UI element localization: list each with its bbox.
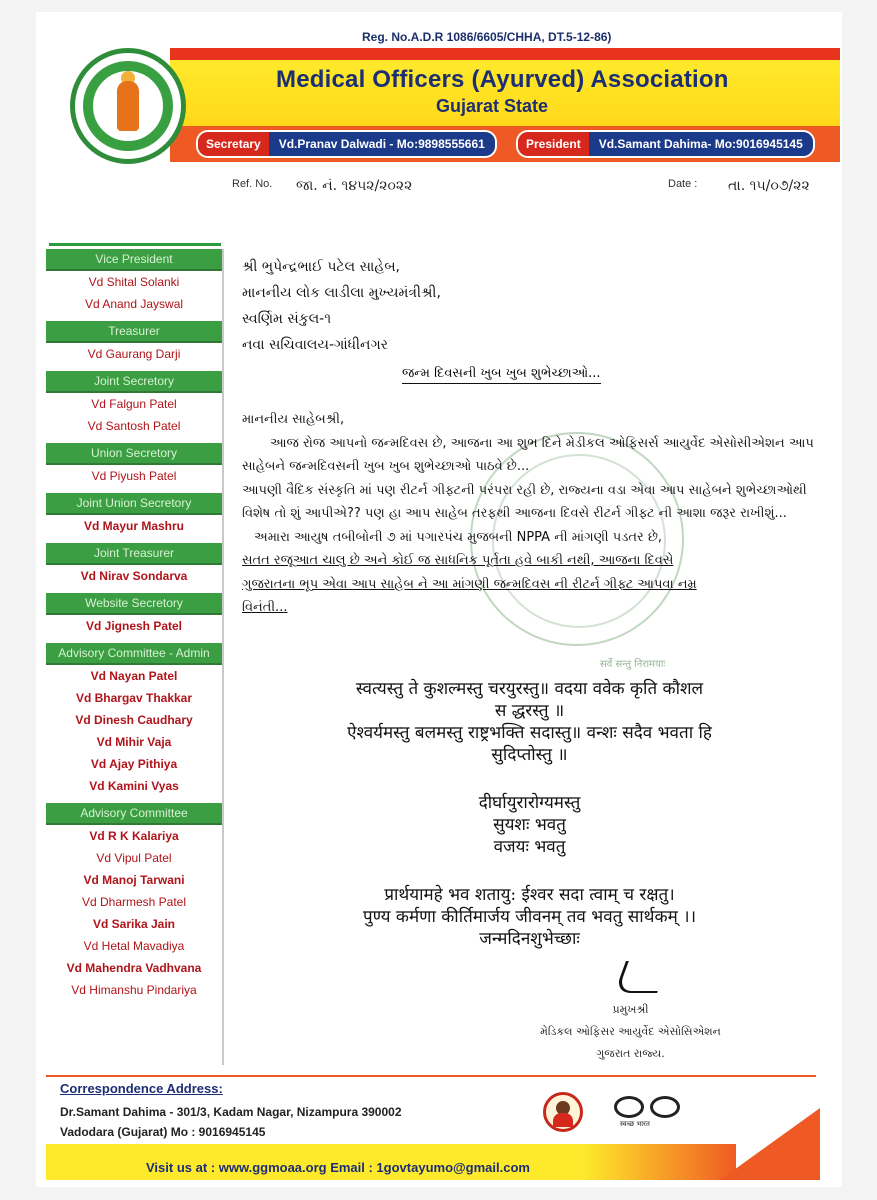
sidebar-member-name: Vd Dinesh Caudhary [75,713,193,727]
sidebar-member-name: Vd Hetal Mavadiya [83,939,185,953]
glasses-left-lens [614,1096,644,1118]
sidebar-member-name: Vd Kamini Vyas [89,779,179,793]
signature-text [528,999,733,1065]
watermark-text: सर्वे सन्तु निरामयाः [600,659,666,670]
correspondence-label: Correspondence Address: [60,1081,223,1096]
swachh-bharat-glasses-icon [614,1096,684,1130]
sidebar-member-name: Vd Sarika Jain [92,917,176,931]
correspondence-address [60,1102,402,1142]
sidebar-member-name: Vd Himanshu Pindariya [71,983,197,997]
address-line-2: Vadodara (Gujarat) Mo : 9016945145 [60,1125,266,1139]
paragraph-2: આપણી વૈદિક સંસ્કૃતિ માં પણ રીટર્ન ગીફ્ટની પરંપરા રહી છે, રાજ્યના વડા એવા આપ સાહેબને શુભેચ્છાઓથી વિશેષ તો શું આપીએ?? પણ હા આપ સાહેબ તરફથી આજના દિવસે રીટર્ન ગીફ્ટ ની આશા જરૂર રાખીશું... [242,482,807,521]
signature-block [528,955,733,1067]
signature-line: મેડિકલ ઓફિસર આયુર્વેદ એસોસિએશન [540,1025,721,1038]
verse-line: वजयः भवतु [493,837,566,857]
address-line: નવા સચિવાલય-ગાંધીનગર [242,337,388,353]
association-logo [70,48,186,164]
website-email: Visit us at : www.ggmoaa.org Email : 1govtayumo@gmail.com [146,1160,530,1175]
verse-gap [242,858,817,884]
paragraph-3c: ગુજરાતના ભૂપ એવા આપ સાહેબ ને આ માંગણી જન્મદિવસ ની રીટર્ન ગીફ્ટ આપવા નમ્ર [242,576,697,592]
sidebar-heading: Treasurer [46,321,222,343]
president-pill [516,130,815,158]
sidebar-member-name: Vd Falgun Patel [91,397,177,411]
signature-line: ગુજરાત રાજ્ય. [596,1047,665,1060]
sidebar-divider [222,249,224,1065]
office-bearers-sidebar [46,249,222,1001]
swachh-bharat-text: स्वच्छ भारत [620,1120,650,1128]
sidebar-heading: Website Secretory [46,593,222,615]
verse-line: स द्धरस्तु ॥ [494,701,565,721]
verse-line: जन्मदिनशुभेच्छाः [479,929,580,949]
registration-number: Reg. No.A.D.R 1086/6605/CHHA, DT.5-12-86) [362,30,612,44]
secretary-label: Secretary [198,132,269,156]
ref-value: જા. નં. ૧૪૫૨/૨૦૨૨ [296,178,413,194]
sidebar-member-name: Vd Nayan Patel [90,669,178,683]
sidebar-member-name: Vd Manoj Tarwani [83,873,185,887]
address-line: શ્રી ભુપેન્દ્રભાઈ પટેલ સાહેબ, [242,259,401,275]
date-label: Date : [668,178,698,190]
paragraph-1: આજ રોજ આપનો જન્મદિવસ છે, આજના આ શુભ દિને મેડીકલ ઓફિસર્સ આયુર્વેદ એસોસીએશન આપ સાહેબને જન્મદિવસની ખુબ ખુબ શુભેચ્છાઓ પાઠવે છે... [242,435,814,474]
president-value: Vd.Samant Dahima- Mo:9016945145 [589,132,813,156]
address-line-1: Dr.Samant Dahima - 301/3, Kadam Nagar, Nizampura 390002 [60,1105,402,1119]
secretary-pill [196,130,497,158]
verse-line: स्वत्यस्तु ते कुशल्मस्तु चरयुरस्तु॥ वदया ववेक कृति कौशल [355,679,704,699]
sidebar-member-name: Vd Santosh Patel [87,419,181,433]
sanskrit-verse [242,678,817,950]
association-subtitle: Gujarat State [436,96,549,116]
sidebar-member-name: Vd Mayur Mashru [83,519,185,533]
sidebar-member-name: Vd Mihir Vaja [96,735,172,749]
verse-line: सुयशः भवतु [493,815,566,835]
sidebar-heading: Union Secretory [46,443,222,465]
sidebar-top-line [49,243,221,246]
header-red-band [170,48,840,60]
glasses-right-lens [650,1096,680,1118]
verse-gap [242,766,817,792]
verse-line: प्रार्थयामहे भव शतायु: ईश्वर सदा त्वाम् च रक्षतु। [384,885,675,905]
association-title: Medical Officers (Ayurved) Association [276,66,729,93]
sidebar-heading: Vice President [46,249,222,271]
sidebar-member-name: Vd R K Kalariya [89,829,179,843]
sidebar-member-name: Vd Anand Jayswal [84,297,184,311]
salutation: માનનીય સાહેબશ્રી, [242,412,345,427]
sidebar-member-name: Vd Bhargav Thakkar [75,691,193,705]
signature-line: પ્રમુખશ્રી [612,1003,649,1016]
sidebar-member-name: Vd Jignesh Patel [85,619,183,633]
sidebar-heading: Joint Secretory [46,371,222,393]
sidebar-heading: Advisory Committee - Admin [46,643,222,665]
sidebar-heading: Joint Treasurer [46,543,222,565]
ref-label: Ref. No. [232,178,273,190]
sidebar-member-name: Vd Ajay Pithiya [90,757,178,771]
letter-body [242,408,817,620]
woman-emblem-icon [543,1092,583,1132]
date-value: તા. ૧૫/૦૭/૨૨ [728,178,810,194]
logo-figure [117,81,139,131]
address-line: માનનીય લોક લાડીલા મુખ્યમંત્રીશ્રી, [242,285,441,301]
verse-line: ऐश्वर्यमस्तु बलमस्तु राष्ट्रभक्ति सदास्तु॥ वन्शः सदैव भवता हि [347,723,712,743]
verse-line: सुदिप्तोस्तु ॥ [491,745,568,765]
greeting-line: જન્મ દિવસની ખુબ ખુબ શુભેચ્છાઓ... [402,366,601,384]
sidebar-member-name: Vd Dharmesh Patel [81,895,187,909]
sidebar-heading: Joint Union Secretory [46,493,222,515]
sidebar-member-name: Vd Nirav Sondarva [80,569,188,583]
paragraph-3b: સતત રજૂઆત ચાલુ છે અને કોઈ જ સાધનિક પૂર્તતા હવે બાકી નથી, આજના દિવસે [242,553,674,568]
footer-divider [46,1075,816,1077]
sidebar-member-name: Vd Vipul Patel [96,851,172,865]
signature-mark [614,961,669,993]
sidebar-member-name: Vd Shital Solanki [88,275,180,289]
recipient-address [242,254,822,358]
secretary-value: Vd.Pranav Dalwadi - Mo:9898555661 [269,132,495,156]
sidebar-member-name: Vd Gaurang Darji [87,347,181,361]
sidebar-member-name: Vd Mahendra Vadhvana [66,961,202,975]
verse-line: दीर्घायुरारोग्यमस्तु [478,793,581,813]
verse-line: पुण्य कर्मणा कीर्तिमार्जय जीवनम् तव भवतु सार्थकम् ।। [362,907,697,927]
president-label: President [518,132,589,156]
paragraph-3a: અમારા આયુષ તબીબોની ૭ માં પગારપંચ મુજબની NPPA ની માંગણી પડતર છે, [254,529,663,545]
address-line: સ્વર્ણિમ સંકુલ-૧ [242,311,332,327]
sidebar-heading: Advisory Committee [46,803,222,825]
emblem-sari [553,1113,573,1127]
paragraph-3d: વિનંતી... [242,600,288,615]
sidebar-member-name: Vd Piyush Patel [91,469,177,483]
